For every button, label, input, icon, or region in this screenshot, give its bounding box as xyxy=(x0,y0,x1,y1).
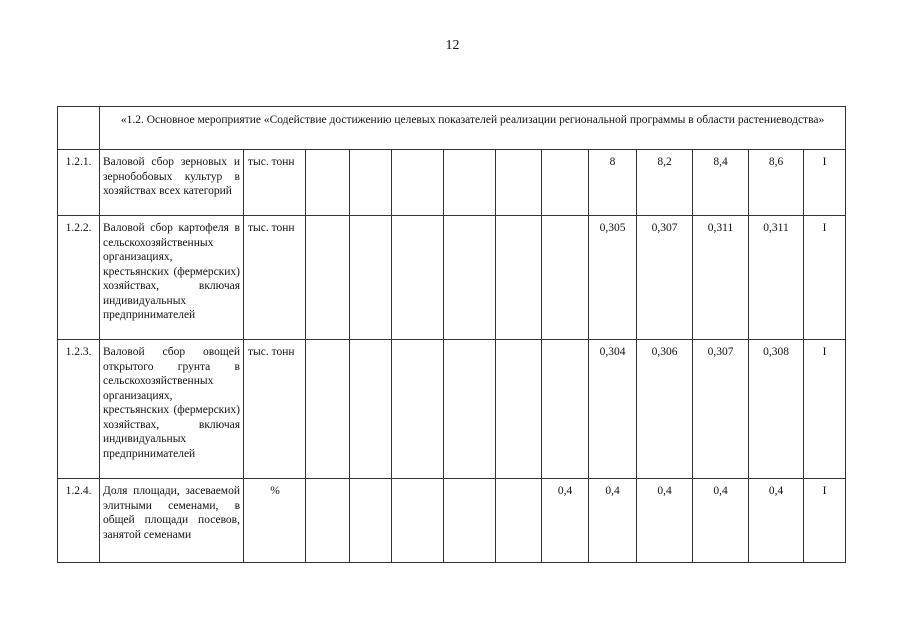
value-cell xyxy=(496,479,542,563)
value-cell xyxy=(306,216,350,340)
value-cell xyxy=(496,340,542,479)
value-cell: 0,311 xyxy=(749,216,804,340)
value-cell xyxy=(350,340,392,479)
table-row xyxy=(58,150,846,216)
value-cell xyxy=(392,340,444,479)
indicator-name: Валовой сбор овощей открытого грунта в сельскохозяйственных организациях, крестьянских (фермерских) хозяйствах, включая индивидуальных предпринимателей xyxy=(100,340,244,479)
value-cell: 0,4 xyxy=(749,479,804,563)
value-cell xyxy=(350,216,392,340)
value-cell xyxy=(392,150,444,216)
row-number: 1.2.2. xyxy=(58,216,100,340)
value-cell xyxy=(542,216,589,340)
value-cell: I xyxy=(804,150,846,216)
value-cell: 0,4 xyxy=(693,479,749,563)
indicator-name: Валовой сбор зерновых и зернобобовых культур в хозяйствах всех категорий xyxy=(100,150,244,216)
value-cell xyxy=(444,150,496,216)
unit-cell: % xyxy=(244,479,306,563)
value-cell xyxy=(496,216,542,340)
value-cell xyxy=(306,340,350,479)
value-cell: 0,307 xyxy=(637,216,693,340)
value-cell xyxy=(392,479,444,563)
value-cell: 0,4 xyxy=(637,479,693,563)
value-cell xyxy=(496,150,542,216)
value-cell xyxy=(392,216,444,340)
table-row xyxy=(58,479,846,563)
value-cell: 0,4 xyxy=(589,479,637,563)
value-cell: 0,308 xyxy=(749,340,804,479)
value-cell: 0,4 xyxy=(542,479,589,563)
value-cell: I xyxy=(804,340,846,479)
row-number: 1.2.3. xyxy=(58,340,100,479)
value-cell: 8,2 xyxy=(637,150,693,216)
value-cell: I xyxy=(804,479,846,563)
section-header-row xyxy=(58,107,846,150)
value-cell xyxy=(444,340,496,479)
value-cell: 8,6 xyxy=(749,150,804,216)
section-header: «1.2. Основное мероприятие «Содействие достижению целевых показателей реализации региональной программы в области растениеводства» xyxy=(100,107,846,150)
value-cell: 0,305 xyxy=(589,216,637,340)
value-cell xyxy=(444,479,496,563)
value-cell: 0,311 xyxy=(693,216,749,340)
value-cell: I xyxy=(804,216,846,340)
unit-cell: тыс. тонн xyxy=(244,340,306,479)
value-cell: 0,306 xyxy=(637,340,693,479)
value-cell: 0,304 xyxy=(589,340,637,479)
value-cell xyxy=(306,150,350,216)
value-cell xyxy=(350,150,392,216)
value-cell: 8,4 xyxy=(693,150,749,216)
value-cell: 0,307 xyxy=(693,340,749,479)
value-cell xyxy=(542,340,589,479)
unit-cell: тыс. тонн xyxy=(244,150,306,216)
unit-cell: тыс. тонн xyxy=(244,216,306,340)
page-number: 12 xyxy=(445,38,460,53)
value-cell xyxy=(350,479,392,563)
indicator-name: Доля площади, засеваемой элитными семенами, в общей площади посевов, занятой семенами xyxy=(100,479,244,563)
value-cell xyxy=(444,216,496,340)
table-row xyxy=(58,340,846,479)
table-row xyxy=(58,216,846,340)
indicator-name: Валовой сбор картофеля в сельскохозяйственных организациях, крестьянских (фермерских) хозяйствах, включая индивидуальных предпринимателей xyxy=(100,216,244,340)
indicators-table xyxy=(57,106,846,563)
header-blank-cell xyxy=(58,107,100,150)
row-number: 1.2.4. xyxy=(58,479,100,563)
row-number: 1.2.1. xyxy=(58,150,100,216)
value-cell xyxy=(306,479,350,563)
value-cell: 8 xyxy=(589,150,637,216)
value-cell xyxy=(542,150,589,216)
